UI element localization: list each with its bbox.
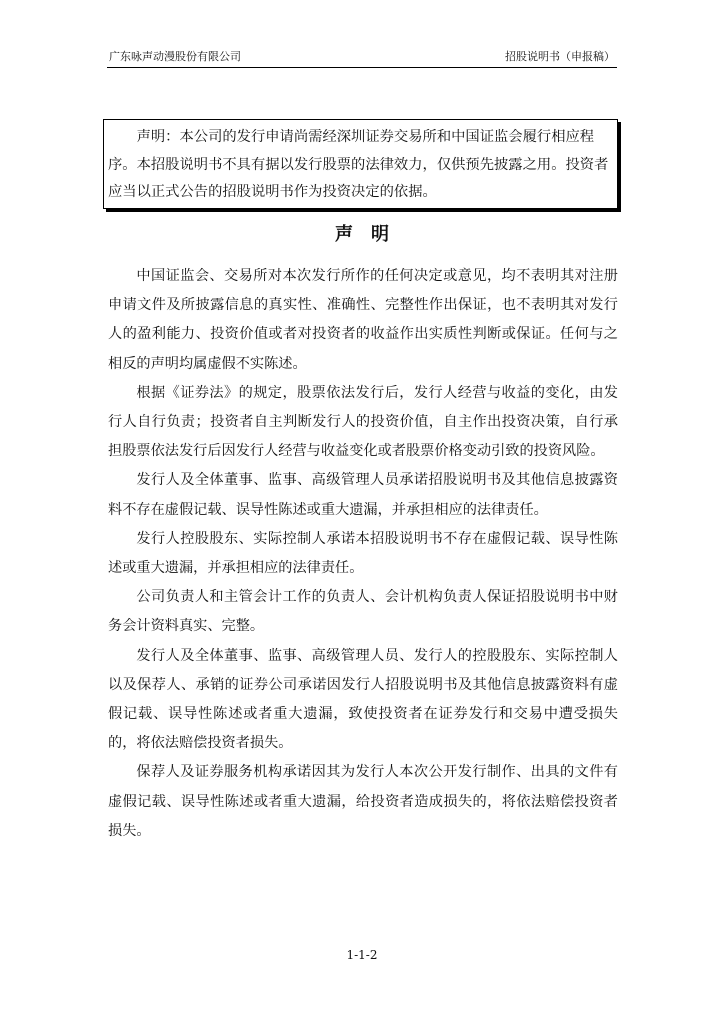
section-title: 声明	[335, 224, 407, 245]
statement-paragraph: 中国证监会、交易所对本次发行所作的任何决定或意见，均不表明其对注册申请文件及所披露信息的真实性、准确性、完整性作出保证，也不表明其对发行人的盈利能力、投资价值或者对投资者的收益作出实质性判断或保证。任何与之相反的声明均属虚假不实陈述。	[108, 268, 618, 372]
header-company-name: 广东咏声动漫股份有限公司	[109, 50, 241, 63]
statement-paragraph: 根据《证券法》的规定，股票依法发行后，发行人经营与收益的变化，由发行人自行负责；投资者自主判断发行人的投资价值，自主作出投资决策，自行承担股票依法发行后因发行人经营与收益变化或者股票价格变动引致的投资风险。	[108, 384, 618, 460]
notice-text: 声明：本公司的发行申请尚需经深圳证券交易所和中国证监会履行相应程序。本招股说明书不具有据以发行股票的法律效力，仅供预先披露之用。投资者应当以正式公告的招股说明书作为投资决定的依据。	[108, 129, 609, 200]
statement-paragraph: 发行人及全体董事、监事、高级管理人员、发行人的控股股东、实际控制人以及保荐人、承销的证券公司承诺因发行人招股说明书及其他信息披露资料有虚假记载、误导性陈述或者重大遗漏，致使投资者在证券发行和交易中遭受损失的，将依法赔偿投资者损失。	[108, 647, 618, 752]
statement-body	[108, 262, 618, 846]
statement-paragraph: 发行人控股股东、实际控制人承诺本招股说明书不存在虚假记载、误导性陈述或重大遗漏，并承担相应的法律责任。	[108, 530, 618, 577]
statement-paragraph: 发行人及全体董事、监事、高级管理人员承诺招股说明书及其他信息披露资料不存在虚假记载、误导性陈述或重大遗漏，并承担相应的法律责任。	[108, 472, 618, 518]
page-header	[107, 47, 617, 68]
header-document-title: 招股说明书（申报稿）	[505, 50, 615, 63]
statement-paragraph: 公司负责人和主管会计工作的负责人、会计机构负责人保证招股说明书中财务会计资料真实、完整。	[108, 589, 618, 635]
page-number: 1-1-2	[346, 948, 378, 962]
statement-paragraph: 保荐人及证券服务机构承诺因其为发行人本次公开发行制作、出具的文件有虚假记载、误导性陈述或者重大遗漏，给投资者造成损失的，将依法赔偿投资者损失。	[108, 764, 618, 839]
notice-box	[103, 119, 618, 209]
